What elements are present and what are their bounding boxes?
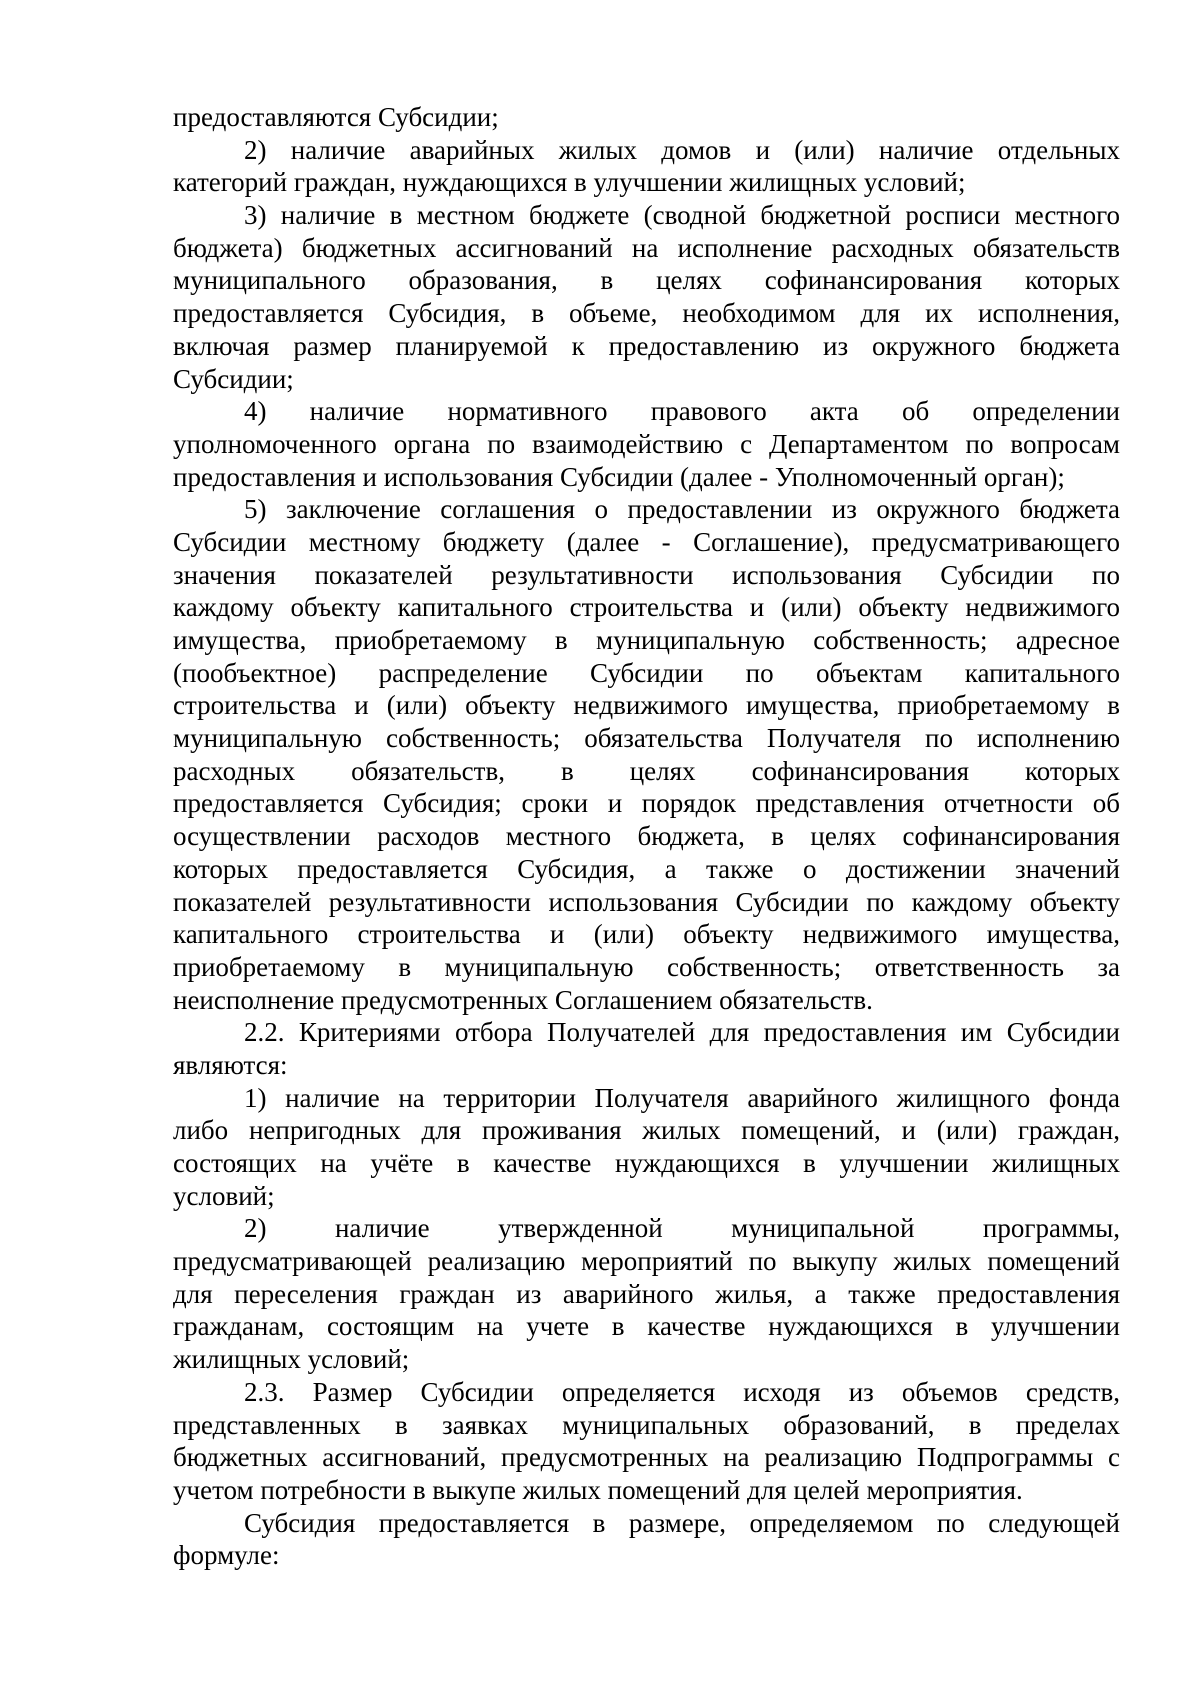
paragraph-line: формуле: — [173, 1540, 280, 1571]
paragraph-line: бюджета) бюджетных ассигнований на исполнение расходных обязательств — [173, 232, 1120, 263]
paragraph-line: строительства и (или) объекту недвижимого имущества, приобретаемому в — [173, 690, 1120, 721]
paragraph-line: Субсидии; — [173, 363, 294, 394]
paragraph-line: осуществлении расходов местного бюджета, в целях софинансирования — [173, 821, 1120, 852]
paragraph — [173, 134, 1120, 199]
paragraph-line: показателей результативности использования Субсидии по каждому объекту — [173, 886, 1120, 917]
paragraph-line: предоставляется Субсидия; сроки и порядок представления отчетности об — [173, 788, 1120, 819]
paragraph-line: 5) заключение соглашения о предоставлении из окружного бюджета — [244, 494, 1120, 525]
paragraph-line: приобретаемому в муниципальную собственность; ответственность за — [173, 951, 1120, 982]
paragraph — [173, 493, 1120, 1016]
paragraph-line: каждому объекту капитального строительства и (или) объекту недвижимого — [173, 592, 1120, 623]
paragraph-line: 2.2. Критериями отбора Получателей для предоставления им Субсидии — [244, 1017, 1120, 1048]
paragraph-line: которых предоставляется Субсидия, а также о достижении значений — [173, 853, 1120, 884]
paragraph — [173, 1376, 1120, 1507]
paragraph-line: 1) наличие на территории Получателя аварийного жилищного фонда — [244, 1082, 1120, 1113]
paragraph-line: муниципальную собственность; обязательства Получателя по исполнению — [173, 723, 1120, 754]
paragraph — [173, 199, 1120, 395]
paragraph-line: предусматривающей реализацию мероприятий по выкупу жилых помещений — [173, 1246, 1120, 1277]
paragraph-line: либо непригодных для проживания жилых помещений, и (или) граждан, — [173, 1115, 1120, 1146]
paragraph — [173, 1507, 1120, 1572]
paragraph-line: состоящих на учёте в качестве нуждающихся в улучшении жилищных — [173, 1148, 1120, 1178]
paragraph-line: являются: — [173, 1049, 288, 1080]
paragraph-line: включая размер планируемой к предоставлению из окружного бюджета — [173, 330, 1120, 361]
paragraph-line: учетом потребности в выкупе жилых помещений для целей мероприятия. — [173, 1474, 1023, 1505]
paragraph-line: расходных обязательств, в целях софинансирования которых — [173, 755, 1120, 786]
paragraph-line: 2) наличие утвержденной муниципальной программы, — [244, 1213, 1120, 1244]
paragraph-line: 2) наличие аварийных жилых домов и (или) наличие отдельных — [244, 134, 1120, 165]
paragraph-line: представленных в заявках муниципальных образований, в пределах — [173, 1409, 1120, 1440]
paragraph-line: условий; — [173, 1180, 275, 1211]
paragraph — [173, 395, 1120, 493]
paragraph-line: неисполнение предусмотренных Соглашением обязательств. — [173, 984, 873, 1015]
paragraph-line: предоставляется Субсидия, в объеме, необходимом для их исполнения, — [173, 298, 1120, 329]
paragraph-line: предоставления и использования Субсидии (далее - Уполномоченный орган); — [173, 461, 1065, 492]
paragraph — [173, 1082, 1120, 1213]
paragraph-line: имущества, приобретаемому в муниципальную собственность; адресное — [173, 625, 1120, 655]
paragraph-line: Субсидия предоставляется в размере, определяемом по следующей — [244, 1507, 1120, 1538]
paragraph-line: категорий граждан, нуждающихся в улучшении жилищных условий; — [173, 167, 966, 198]
paragraph — [173, 1016, 1120, 1081]
paragraph-line: (пообъектное) распределение Субсидии по объектам капитального — [173, 657, 1120, 688]
paragraph-line: гражданам, состоящим на учете в качестве нуждающихся в улучшении — [173, 1311, 1120, 1342]
paragraph-line: предоставляются Субсидии; — [173, 102, 499, 132]
document-body — [173, 101, 1120, 1572]
paragraph-line: 4) наличие нормативного правового акта об определении — [244, 396, 1120, 427]
paragraph-line: 2.3. Размер Субсидии определяется исходя из объемов средств, — [244, 1376, 1120, 1407]
paragraph-line: 3) наличие в местном бюджете (сводной бюджетной росписи местного — [244, 200, 1120, 231]
paragraph-line: для переселения граждан из аварийного жилья, а также предоставления — [173, 1278, 1120, 1309]
paragraph-line: бюджетных ассигнований, предусмотренных на реализацию Подпрограммы с — [173, 1442, 1120, 1473]
paragraph-line: жилищных условий; — [173, 1344, 410, 1375]
paragraph-line: значения показателей результативности использования Субсидии по — [173, 559, 1120, 590]
paragraph-line: Субсидии местному бюджету (далее - Соглашение), предусматривающего — [173, 526, 1120, 557]
paragraph-line: капитального строительства и (или) объекту недвижимого имущества, — [173, 919, 1120, 950]
paragraph-line: уполномоченного органа по взаимодействию с Департаментом по вопросам — [173, 428, 1120, 459]
paragraph-line: муниципального образования, в целях софинансирования которых — [173, 265, 1120, 296]
paragraph — [173, 101, 1120, 134]
paragraph — [173, 1212, 1120, 1375]
